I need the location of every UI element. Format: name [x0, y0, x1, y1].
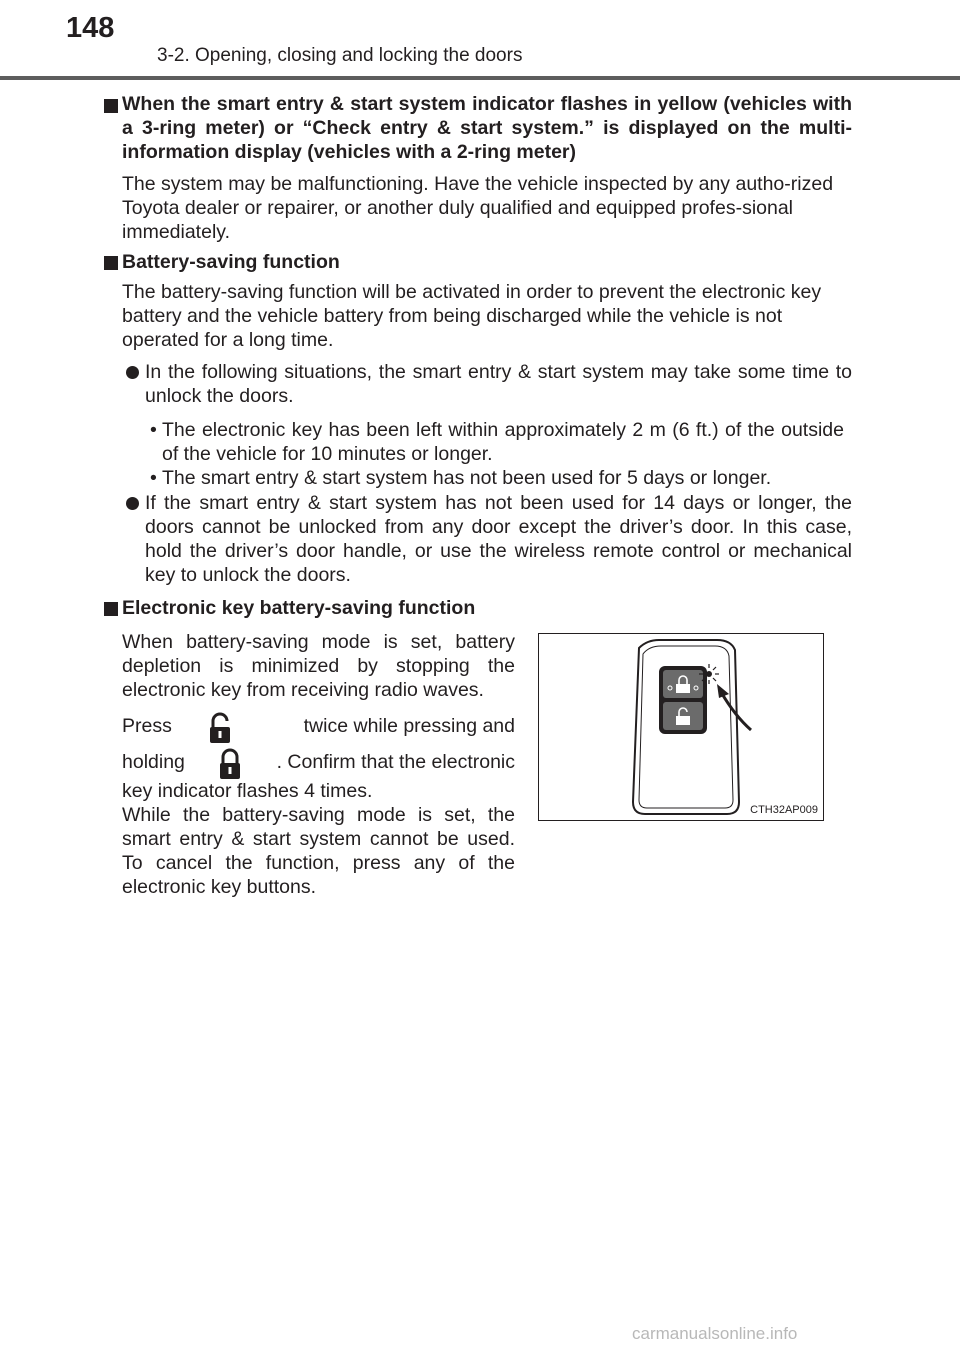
watermark: carmanualsonline.info [632, 1324, 798, 1343]
circle-bullet-icon [126, 497, 139, 510]
section1-body: The system may be malfunctioning. Have the vehicle inspected by any autho-rized Toyota dealer or repairer, or another duly qualified and equipped profes-sional immediately. [122, 173, 834, 243]
circle-bullet-icon [126, 366, 139, 379]
section2-subitem2: The smart entry & start system has not been used for 5 days or longer. [162, 467, 772, 489]
holding-word: holding [122, 751, 185, 773]
holding-rest: . Confirm that the electronic [276, 751, 515, 773]
figure-code: CTH32AP009 [750, 804, 818, 816]
section-title: 3-2. Opening, closing and locking the doors [157, 45, 523, 66]
section2-heading: Battery-saving function [122, 251, 340, 273]
press-line [122, 712, 515, 748]
press-word: Press [122, 715, 172, 737]
section2-bullet1: In the following situations, the smart entry & start system may take some time to unlock the doors. [145, 361, 852, 407]
holding-line2: key indicator flashes 4 times. [122, 780, 373, 802]
unlock-button-icon [206, 712, 234, 752]
electronic-key-illustration [539, 634, 823, 820]
header-rule [0, 76, 960, 80]
page-number: 148 [66, 12, 115, 44]
press-rest: twice while pressing and [303, 715, 515, 737]
section2-subitem1: The electronic key has been left within approximately 2 m (6 ft.) of the outside of the vehicle for 10 minutes or longer. [162, 419, 844, 465]
electronic-key-figure [538, 633, 824, 821]
square-bullet-icon [104, 99, 118, 113]
section2-bullet2: If the smart entry & start system has not been used for 14 days or longer, the doors cannot be unlocked from any door except the driver’s door. In this case, hold the driver’s door handle, or use the wireless remote control or mechanical key to unlock the doors. [145, 492, 852, 586]
dot-marker-icon: • [150, 467, 157, 489]
section3-heading: Electronic key battery-saving function [122, 597, 476, 619]
section1-heading: When the smart entry & start system indicator flashes in yellow (vehicles with a 3-ring meter) or “Check entry & start system.” is displayed on the multi-information display (vehicles with a 2-ring meter) [122, 93, 852, 163]
section2-body: The battery-saving function will be activated in order to prevent the electronic key battery and the vehicle battery from being discharged while the vehicle is not operated for a long time. [122, 281, 822, 351]
square-bullet-icon [104, 602, 118, 616]
dot-marker-icon: • [150, 419, 157, 441]
square-bullet-icon [104, 256, 118, 270]
section3-para1: When battery-saving mode is set, battery depletion is minimized by stopping the electronic key from receiving radio waves. [122, 631, 515, 701]
section3-para3: While the battery-saving mode is set, the smart entry & start system cannot be used. To cancel the function, press any of the electronic key buttons. [122, 804, 515, 898]
